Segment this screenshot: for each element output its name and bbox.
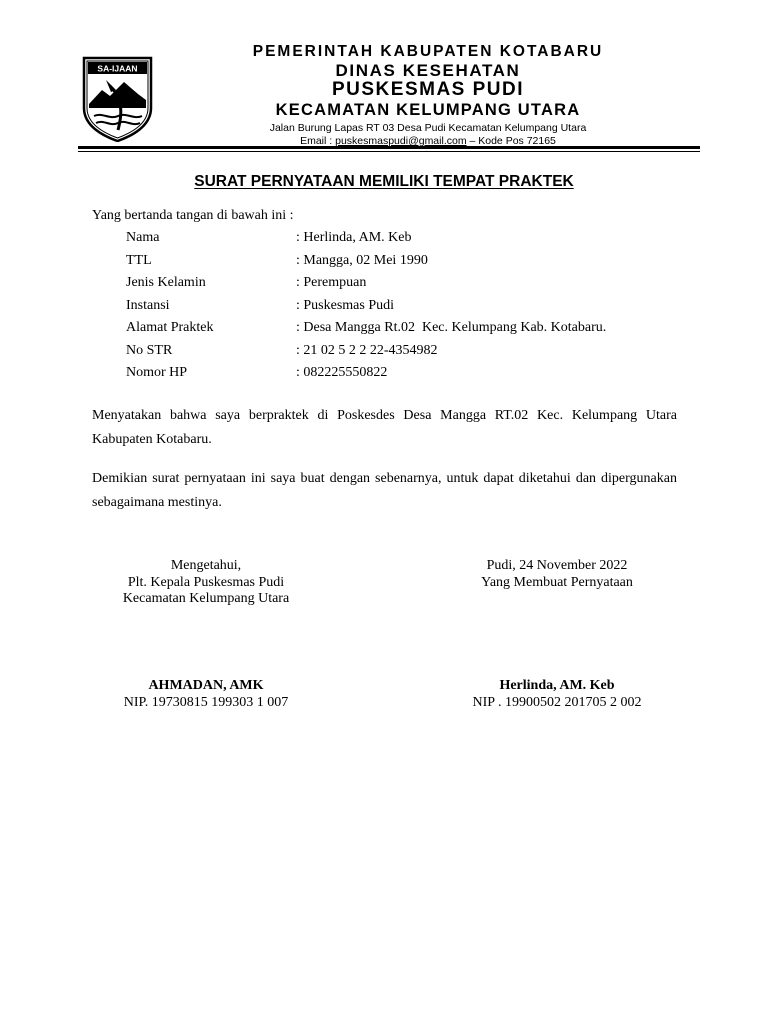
field-label: Alamat Praktek xyxy=(126,320,214,335)
field-label: TTL xyxy=(126,252,152,268)
field-row xyxy=(126,250,606,273)
field-row xyxy=(126,227,606,250)
field-label: No STR xyxy=(126,342,173,358)
email-label: Email : xyxy=(300,135,336,147)
letterhead-district: KECAMATAN KELUMPANG UTARA xyxy=(275,101,581,119)
letterhead-government: PEMERINTAH KABUPATEN KOTABARU xyxy=(252,43,604,60)
letterhead-address: Jalan Burung Lapas RT 03 Desa Pudi Kecamatan Kelumpang Utara xyxy=(269,122,587,134)
field-value: : 082225550822 xyxy=(296,365,388,380)
field-row xyxy=(126,295,606,318)
letterhead-rule-thin xyxy=(78,151,700,152)
signature-block-right xyxy=(454,558,660,591)
declarant-label: Yang Membuat Pernyataan xyxy=(481,574,633,590)
closing-paragraph: Demikian surat pernyataan ini saya buat dengan sebenarnya, untuk dapat diketahui dan dipergunakan sebagaimana mestinya. xyxy=(92,471,677,510)
field-label: Nama xyxy=(126,230,160,245)
field-row xyxy=(126,340,606,363)
intro-text: Yang bertanda tangan di bawah ini : xyxy=(92,208,294,223)
signer-left-name: AHMADAN, AMK xyxy=(148,678,264,693)
email-link[interactable]: puskesmaspudi@gmail.com xyxy=(335,135,467,147)
field-label: Nomor HP xyxy=(126,365,188,380)
field-row xyxy=(126,317,606,340)
signer-district: Kecamatan Kelumpang Utara xyxy=(122,591,290,606)
signature-block-left xyxy=(106,558,306,608)
document-title: SURAT PERNYATAAN MEMILIKI TEMPAT PRAKTEK xyxy=(194,173,574,190)
svg-text:SA-IJAAN: SA-IJAAN xyxy=(97,63,138,74)
field-value: : Puskesmas Pudi xyxy=(296,297,395,313)
signer-right-name: Herlinda, AM. Keb xyxy=(499,678,615,693)
field-label: Instansi xyxy=(126,297,170,313)
field-value: : 21 02 5 2 2 22-4354982 xyxy=(296,342,438,358)
field-value: : Desa Mangga Rt.02 Kec. Kelumpang Kab. Kotabaru. xyxy=(296,320,607,335)
statement-paragraph: Menyatakan bahwa saya berpraktek di Poskesdes Desa Mangga RT.02 Kec. Kelumpang Utara Kabupaten Kotabaru. xyxy=(92,408,677,447)
signer-position: Plt. Kepala Puskesmas Pudi xyxy=(127,574,285,590)
signer-left xyxy=(106,678,306,711)
letterhead xyxy=(178,42,678,148)
identity-fields xyxy=(126,227,606,385)
signer-right-nip: NIP . 19900502 201705 2 002 xyxy=(472,694,642,710)
field-value: : Perempuan xyxy=(296,275,367,290)
signer-left-nip: NIP. 19730815 199303 1 007 xyxy=(123,694,289,710)
postal-code: – Kode Pos 72165 xyxy=(466,135,556,147)
field-value: : Herlinda, AM. Keb xyxy=(296,230,412,245)
kotabaru-logo-icon xyxy=(80,56,155,142)
letterhead-rule-thick xyxy=(78,146,700,149)
letterhead-department: DINAS KESEHATAN xyxy=(335,61,521,80)
place-date: Pudi, 24 November 2022 xyxy=(486,558,628,573)
field-value: : Mangga, 02 Mei 1990 xyxy=(296,252,428,268)
field-row xyxy=(126,362,606,385)
field-label: Jenis Kelamin xyxy=(126,275,206,290)
field-row xyxy=(126,272,606,295)
letterhead-institution: PUSKESMAS PUDI xyxy=(331,79,525,100)
acknowledgement-label: Mengetahui, xyxy=(170,558,242,573)
signer-right xyxy=(454,678,660,711)
